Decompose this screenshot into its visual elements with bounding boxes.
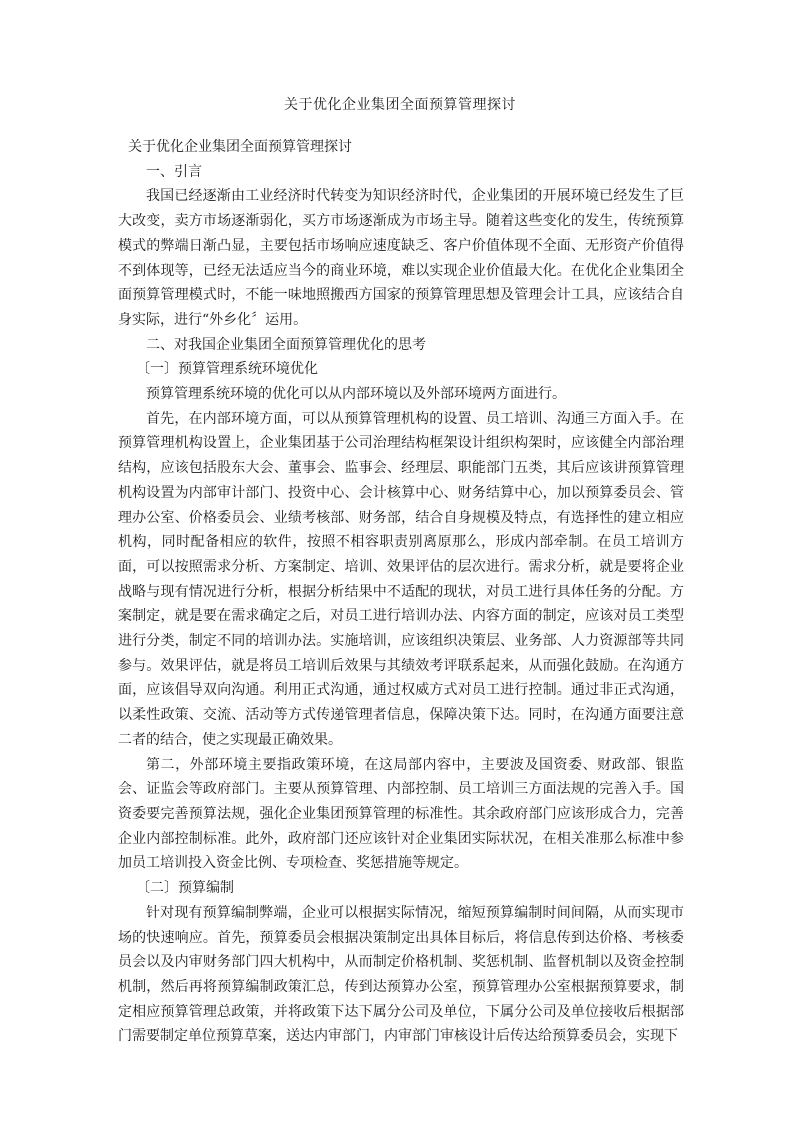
paragraph-intro: 我国已经逐渐由工业经济时代转变为知识经济时代，企业集团的开展环境已经发生了巨大改变，卖方市场逐渐弱化，买方市场逐渐成为市场主导。随着这些变化的发生，传统预算模式的弊端日渐凸显，主要包括市场响应速度缺乏、客户价值体现不全面、无形资产价值得不到体现等，已经无法适应当今的商业环境，难以实现企业价值最大化。在优化企业集团全面预算管理模式时，不能一味地照搬西方国家的预算管理思想及管理会计工具，应该结合自身实际，进行“外乡化〞运用。 (118, 188, 684, 328)
document-title: 关于优化企业集团全面预算管理探讨 (284, 97, 516, 113)
section-heading-intro: 一、引言 (146, 163, 202, 180)
document-subtitle: 关于优化企业集团全面预算管理探讨 (128, 139, 352, 155)
section-heading-2: 二、对我国企业集团全面预算管理优化的思考 (146, 336, 426, 353)
paragraph-sub1-2: 首先，在内部环境方面，可以从预算管理机构的设置、员工培训、沟通三方面入手。在预算管理机构设置上，企业集团基于公司治理结构框架设计组织构架时，应该健全内部治理结构，应该包括股东大会、董事会、监事会、经理层、职能部门五类，其后应该讲预算管理机构设置为内部审计部门、投资中心、会计核算中心、财务结算中心，加以预算委员会、管理办公室、价格委员会、业绩考核部、财务部，结合自身规模及特点，有选择性的建立相应机构，同时配备相应的软件，按照不相容职责别离原那么，形成内部牵制。在员工培训方面，可以按照需求分析、方案制定、培训、效果评估的层次进行。需求分析，就是要将企业战略与现有情况进行分析，根据分析结果中不适配的现状，对员工进行具体任务的分配。方案制定，就是要在需求确定之后，对员工进行培训办法、内容方面的制定，应该对员工类型进行分类，制定不同的培训办法。实施培训，应该组织决策层、业务部、人力资源部等共同参与。效果评估，就是将员工培训后效果与其绩效考评联系起来，从而强化鼓励。在沟通方面，应该倡导双向沟通。利用正式沟通，通过权威方式对员工进行控制。通过非正式沟通，以柔性政策、交流、活动等方式传递管理者信息，保障决策下达。同时，在沟通方面要注意二者的结合，使之实现最正确效果。 (118, 410, 684, 748)
paragraph-sub1-1: 预算管理系统环境的优化可以从内部环境以及外部环境两方面进行。 (146, 386, 566, 403)
subsection-heading-1: 〔一〕预算管理系统环境优化 (136, 361, 318, 378)
document-body (118, 135, 684, 1049)
paragraph-sub1-3: 第二，外部环境主要指政策环境，在这局部内容中，主要波及国资委、财政部、银监会、证监会等政府部门。主要从预算管理、内部控制、员工培训三方面法规的完善入手。国资委要完善预算法规，强化企业集团预算管理的标准性。其余政府部门应该形成合力，完善企业内部控制标准。此外，政府部门还应该针对企业集团实际状况，在相关准那么标准中参加员工培训投入资金比例、专项检查、奖惩措施等规定。 (118, 756, 684, 872)
subsection-heading-2: 〔二〕预算编制 (136, 880, 234, 897)
paragraph-sub2-1: 针对现有预算编制弊端，企业可以根据实际情况，缩短预算编制时间间隔，从而实现市场的快速响应。首先，预算委员会根据决策制定出具体目标后，将信息传到达价格、考核委员会以及内审财务部门四大机构中，从而制定价格机制、奖惩机制、监督机制以及资金控制机制，然后再将预算编制政策汇总，传到达预算办公室，预算管理办公室根据预算要求，制定相应预算管理总政策，并将政策下达下属分公司及单位，下属分公司及单位接收后根据部门需要制定单位预算草案，送达内审部门，内审部门审核设计后传达给预算委员会，实现下 (118, 904, 684, 1045)
